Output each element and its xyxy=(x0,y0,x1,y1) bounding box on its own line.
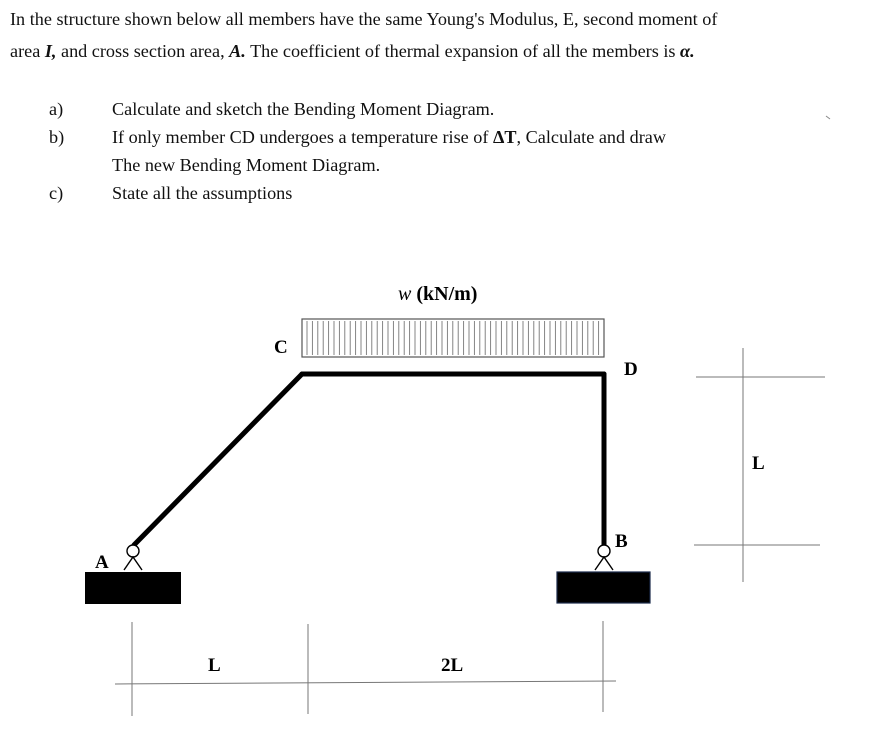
node-label-a: A xyxy=(95,552,109,573)
stray-mark xyxy=(826,116,830,119)
load-units: (kN/m) xyxy=(411,283,478,305)
question-letter-b: b) xyxy=(49,127,65,147)
statement-text: and cross section area, xyxy=(56,41,230,61)
statement-line-1: In the structure shown below all members have the same Young's Modulus, E, second moment of xyxy=(10,9,718,29)
node-label-b: B xyxy=(615,531,628,552)
load-symbol-w: w xyxy=(398,283,412,305)
frame-members xyxy=(134,374,604,545)
question-b-part: If only member CD undergoes a temperature rise of xyxy=(112,127,493,147)
support-b-base xyxy=(557,572,650,603)
support-a-base xyxy=(85,572,181,604)
dimension-label-2l: 2L xyxy=(441,655,464,676)
load-label xyxy=(398,283,477,305)
question-b-part: , Calculate and draw xyxy=(516,127,667,147)
distributed-load xyxy=(302,319,604,357)
symbol-alpha: α. xyxy=(680,41,695,61)
question-a-text: Calculate and sketch the Bending Moment Diagram. xyxy=(112,99,495,119)
load-hatching xyxy=(307,321,599,355)
symbol-I: I, xyxy=(44,41,57,61)
support-b-legs xyxy=(595,557,613,570)
statement-text: The coefficient of thermal expansion of all the members is xyxy=(245,41,681,61)
question-letter-c: c) xyxy=(49,183,64,203)
horizontal-dimension-labels xyxy=(208,655,463,676)
question-letter-a: a) xyxy=(49,99,64,119)
symbol-A: A. xyxy=(229,41,246,61)
horizontal-dimensions xyxy=(115,621,616,716)
member-ac xyxy=(134,374,302,545)
pin-support-b xyxy=(557,545,650,603)
statement-text: area xyxy=(10,41,45,61)
dimension-label-vertical: L xyxy=(752,453,765,474)
dimension-label-l: L xyxy=(208,655,221,676)
question-c-text: State all the assumptions xyxy=(112,183,293,203)
pin-a xyxy=(127,545,139,557)
dimension-line-horizontal xyxy=(115,681,616,684)
question-b-line-2: The new Bending Moment Diagram. xyxy=(112,155,381,175)
support-a-legs xyxy=(124,557,142,570)
pin-b xyxy=(598,545,610,557)
node-label-c: C xyxy=(274,337,288,358)
node-label-d: D xyxy=(624,359,638,380)
delta-t-symbol: ΔT xyxy=(492,127,517,147)
